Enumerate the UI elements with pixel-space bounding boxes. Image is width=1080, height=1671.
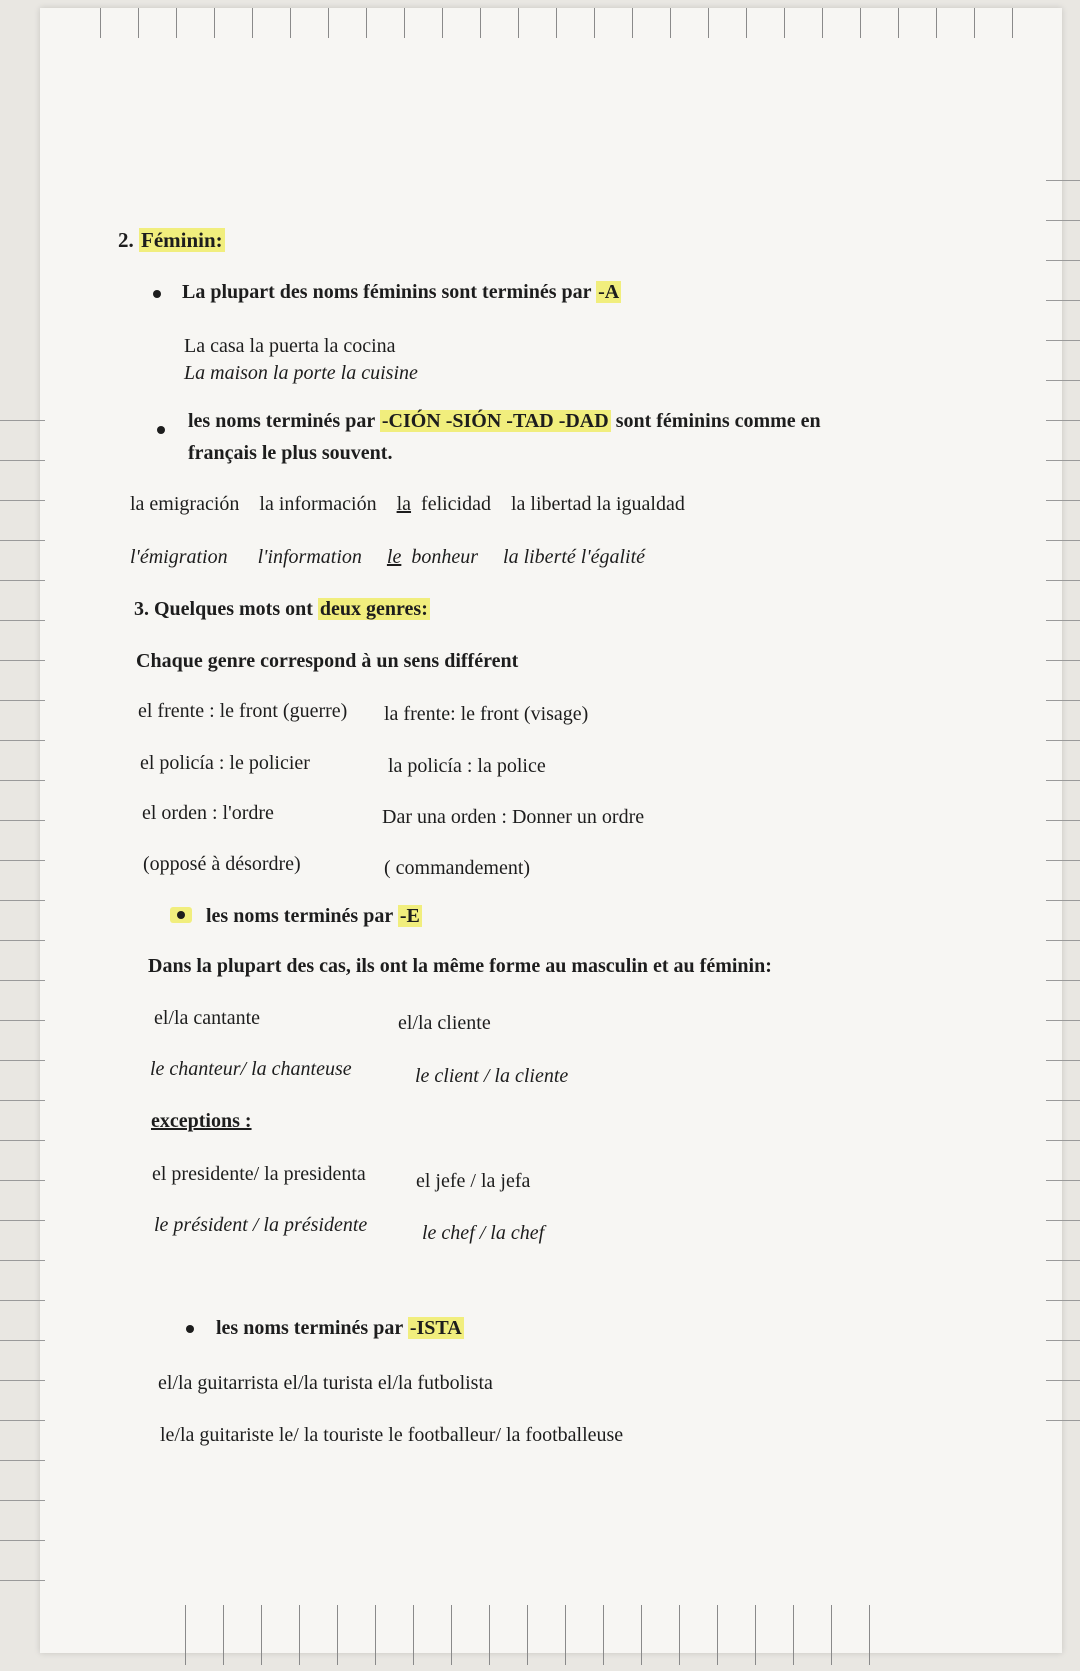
right-margin-ruling [1040,180,1080,1480]
ruling-line [1046,180,1080,181]
top-margin-ruling [100,8,1040,38]
ruling-line [1046,1020,1080,1021]
ruling-line [0,1020,45,1021]
ruling-tick [480,8,481,38]
ruling-line [1046,1340,1080,1341]
ruling-tick [518,8,519,38]
ruling-line [0,1580,45,1581]
ruling-line [1046,700,1080,701]
example-spanish: el/la cantante [154,1007,261,1029]
ruling-tick [290,8,291,38]
example-spanish: el/la guitarrista el/la turista el/la futbolista [158,1372,493,1394]
ruling-tick [451,1605,452,1665]
example-french: le client / la cliente [415,1065,569,1087]
ruling-line [1046,580,1080,581]
ruling-tick [556,8,557,38]
ruling-tick [413,1605,414,1665]
ruling-tick [328,8,329,38]
ruling-tick [404,8,405,38]
ruling-line [1046,900,1080,901]
ruling-line [1046,820,1080,821]
rule-ending-cion: les noms terminés par -CIÓN -SIÓN -TAD -DAD sont féminins comme en [188,410,821,432]
rule-ending-a: La plupart des noms féminins sont terminés par -A [182,281,620,303]
ruling-line [0,460,45,461]
ruling-line [1046,620,1080,621]
ruling-line [1046,300,1080,301]
exception-spanish: el jefe / la jefa [416,1170,531,1192]
ruling-tick [831,1605,832,1665]
ruling-tick [679,1605,680,1665]
rule-ending-e: les noms terminés par -E [206,905,420,927]
example-french: l'émigration l'information le bonheur la liberté l'égalité [130,546,646,568]
example-spanish: la emigración la información la felicidad la libertad la igualdad [130,493,685,515]
ruling-line [0,860,45,861]
ruling-tick [442,8,443,38]
ruling-tick [176,8,177,38]
ruling-tick [261,1605,262,1665]
ruling-tick [936,8,937,38]
example-french: La maison la porte la cuisine [184,362,418,384]
section-heading-genres: 3. Quelques mots ont deux genres: [134,598,428,620]
ruling-line [1046,1380,1080,1381]
ruling-tick [641,1605,642,1665]
ruling-tick [860,8,861,38]
exception-spanish: el presidente/ la presidenta [152,1163,366,1185]
ruling-tick [784,8,785,38]
pair-right: la policía : la police [388,755,546,777]
bullet [186,1325,194,1333]
ruling-tick [138,8,139,38]
ruling-line [0,1180,45,1181]
left-margin-ruling [0,420,50,1620]
bullet [157,426,165,434]
ruling-tick [223,1605,224,1665]
example-french: le chanteur/ la chanteuse [150,1058,352,1080]
ruling-tick [337,1605,338,1665]
ruling-line [0,1140,45,1141]
bottom-margin-ruling [185,1605,905,1665]
ruling-line [0,620,45,621]
ruling-line [1046,860,1080,861]
ruling-line [1046,460,1080,461]
ruling-tick [185,1605,186,1665]
bullet [177,911,185,919]
ruling-line [0,1220,45,1221]
ruling-line [0,1060,45,1061]
ruling-line [0,980,45,981]
ruling-line [0,660,45,661]
ruling-line [0,1420,45,1421]
ruling-line [1046,540,1080,541]
example-spanish: el/la cliente [398,1012,491,1034]
ruling-tick [717,1605,718,1665]
rule-ending-cion-line2: français le plus souvent. [188,442,393,464]
ruling-tick [299,1605,300,1665]
ruling-tick [252,8,253,38]
ruling-tick [366,8,367,38]
ruling-line [1046,1260,1080,1261]
ruling-line [0,1260,45,1261]
ruling-tick [594,8,595,38]
ruling-line [0,780,45,781]
ruling-line [0,940,45,941]
ruling-line [1046,340,1080,341]
ruling-line [1046,660,1080,661]
ruling-tick [898,8,899,38]
ruling-tick [708,8,709,38]
ruling-line [0,1380,45,1381]
ruling-line [1046,1100,1080,1101]
ruling-line [1046,1060,1080,1061]
ruling-line [1046,940,1080,941]
ruling-tick [746,8,747,38]
ruling-tick [489,1605,490,1665]
ruling-line [0,1100,45,1101]
ruling-line [0,1340,45,1341]
ruling-line [0,500,45,501]
ruling-line [1046,500,1080,501]
pair-left: el policía : le policier [140,752,310,774]
pair-left: (opposé à désordre) [143,853,301,875]
ruling-line [1046,420,1080,421]
ruling-line [1046,1300,1080,1301]
pair-right: ( commandement) [384,857,531,879]
ruling-line [0,1460,45,1461]
exception-french: le chef / la chef [422,1222,545,1244]
bullet [153,290,161,298]
ruling-tick [565,1605,566,1665]
ruling-tick [822,8,823,38]
pair-left: el frente : le front (guerre) [138,700,348,722]
ruling-line [1046,980,1080,981]
ruling-line [1046,740,1080,741]
ruling-tick [869,1605,870,1665]
ruling-line [0,1300,45,1301]
ruling-line [0,820,45,821]
section-heading-feminin: 2. Féminin: [118,228,223,252]
ruling-tick [793,1605,794,1665]
example-french: le/la guitariste le/ la touriste le footballeur/ la footballeuse [160,1424,624,1446]
exception-french: le président / la présidente [154,1214,368,1236]
genres-intro: Chaque genre correspond à un sens différent [136,650,519,672]
notebook-page [40,8,1062,1653]
ruling-line [1046,1220,1080,1221]
ruling-tick [214,8,215,38]
ruling-line [0,1540,45,1541]
ruling-tick [974,8,975,38]
example-spanish: La casa la puerta la cocina [184,335,396,357]
ruling-tick [1012,8,1013,38]
rule-ending-ista: les noms terminés par -ISTA [216,1317,462,1339]
ruling-line [1046,220,1080,221]
ruling-tick [100,8,101,38]
ruling-line [0,740,45,741]
pair-right: Dar una orden : Donner un ordre [382,806,645,828]
ruling-tick [527,1605,528,1665]
ruling-line [0,900,45,901]
ruling-tick [670,8,671,38]
ruling-line [1046,780,1080,781]
ruling-line [0,1500,45,1501]
ruling-tick [632,8,633,38]
ruling-line [0,420,45,421]
ruling-line [0,540,45,541]
pair-left: el orden : l'ordre [142,802,274,824]
rule-ending-e-intro: Dans la plupart des cas, ils ont la même forme au masculin et au féminin: [148,955,772,977]
pair-right: la frente: le front (visage) [384,703,589,725]
exceptions-label: exceptions : [151,1110,252,1132]
ruling-line [1046,1140,1080,1141]
ruling-line [1046,260,1080,261]
ruling-line [0,700,45,701]
ruling-tick [375,1605,376,1665]
ruling-line [1046,380,1080,381]
ruling-tick [603,1605,604,1665]
ruling-tick [755,1605,756,1665]
ruling-line [1046,1180,1080,1181]
ruling-line [0,580,45,581]
ruling-line [1046,1420,1080,1421]
